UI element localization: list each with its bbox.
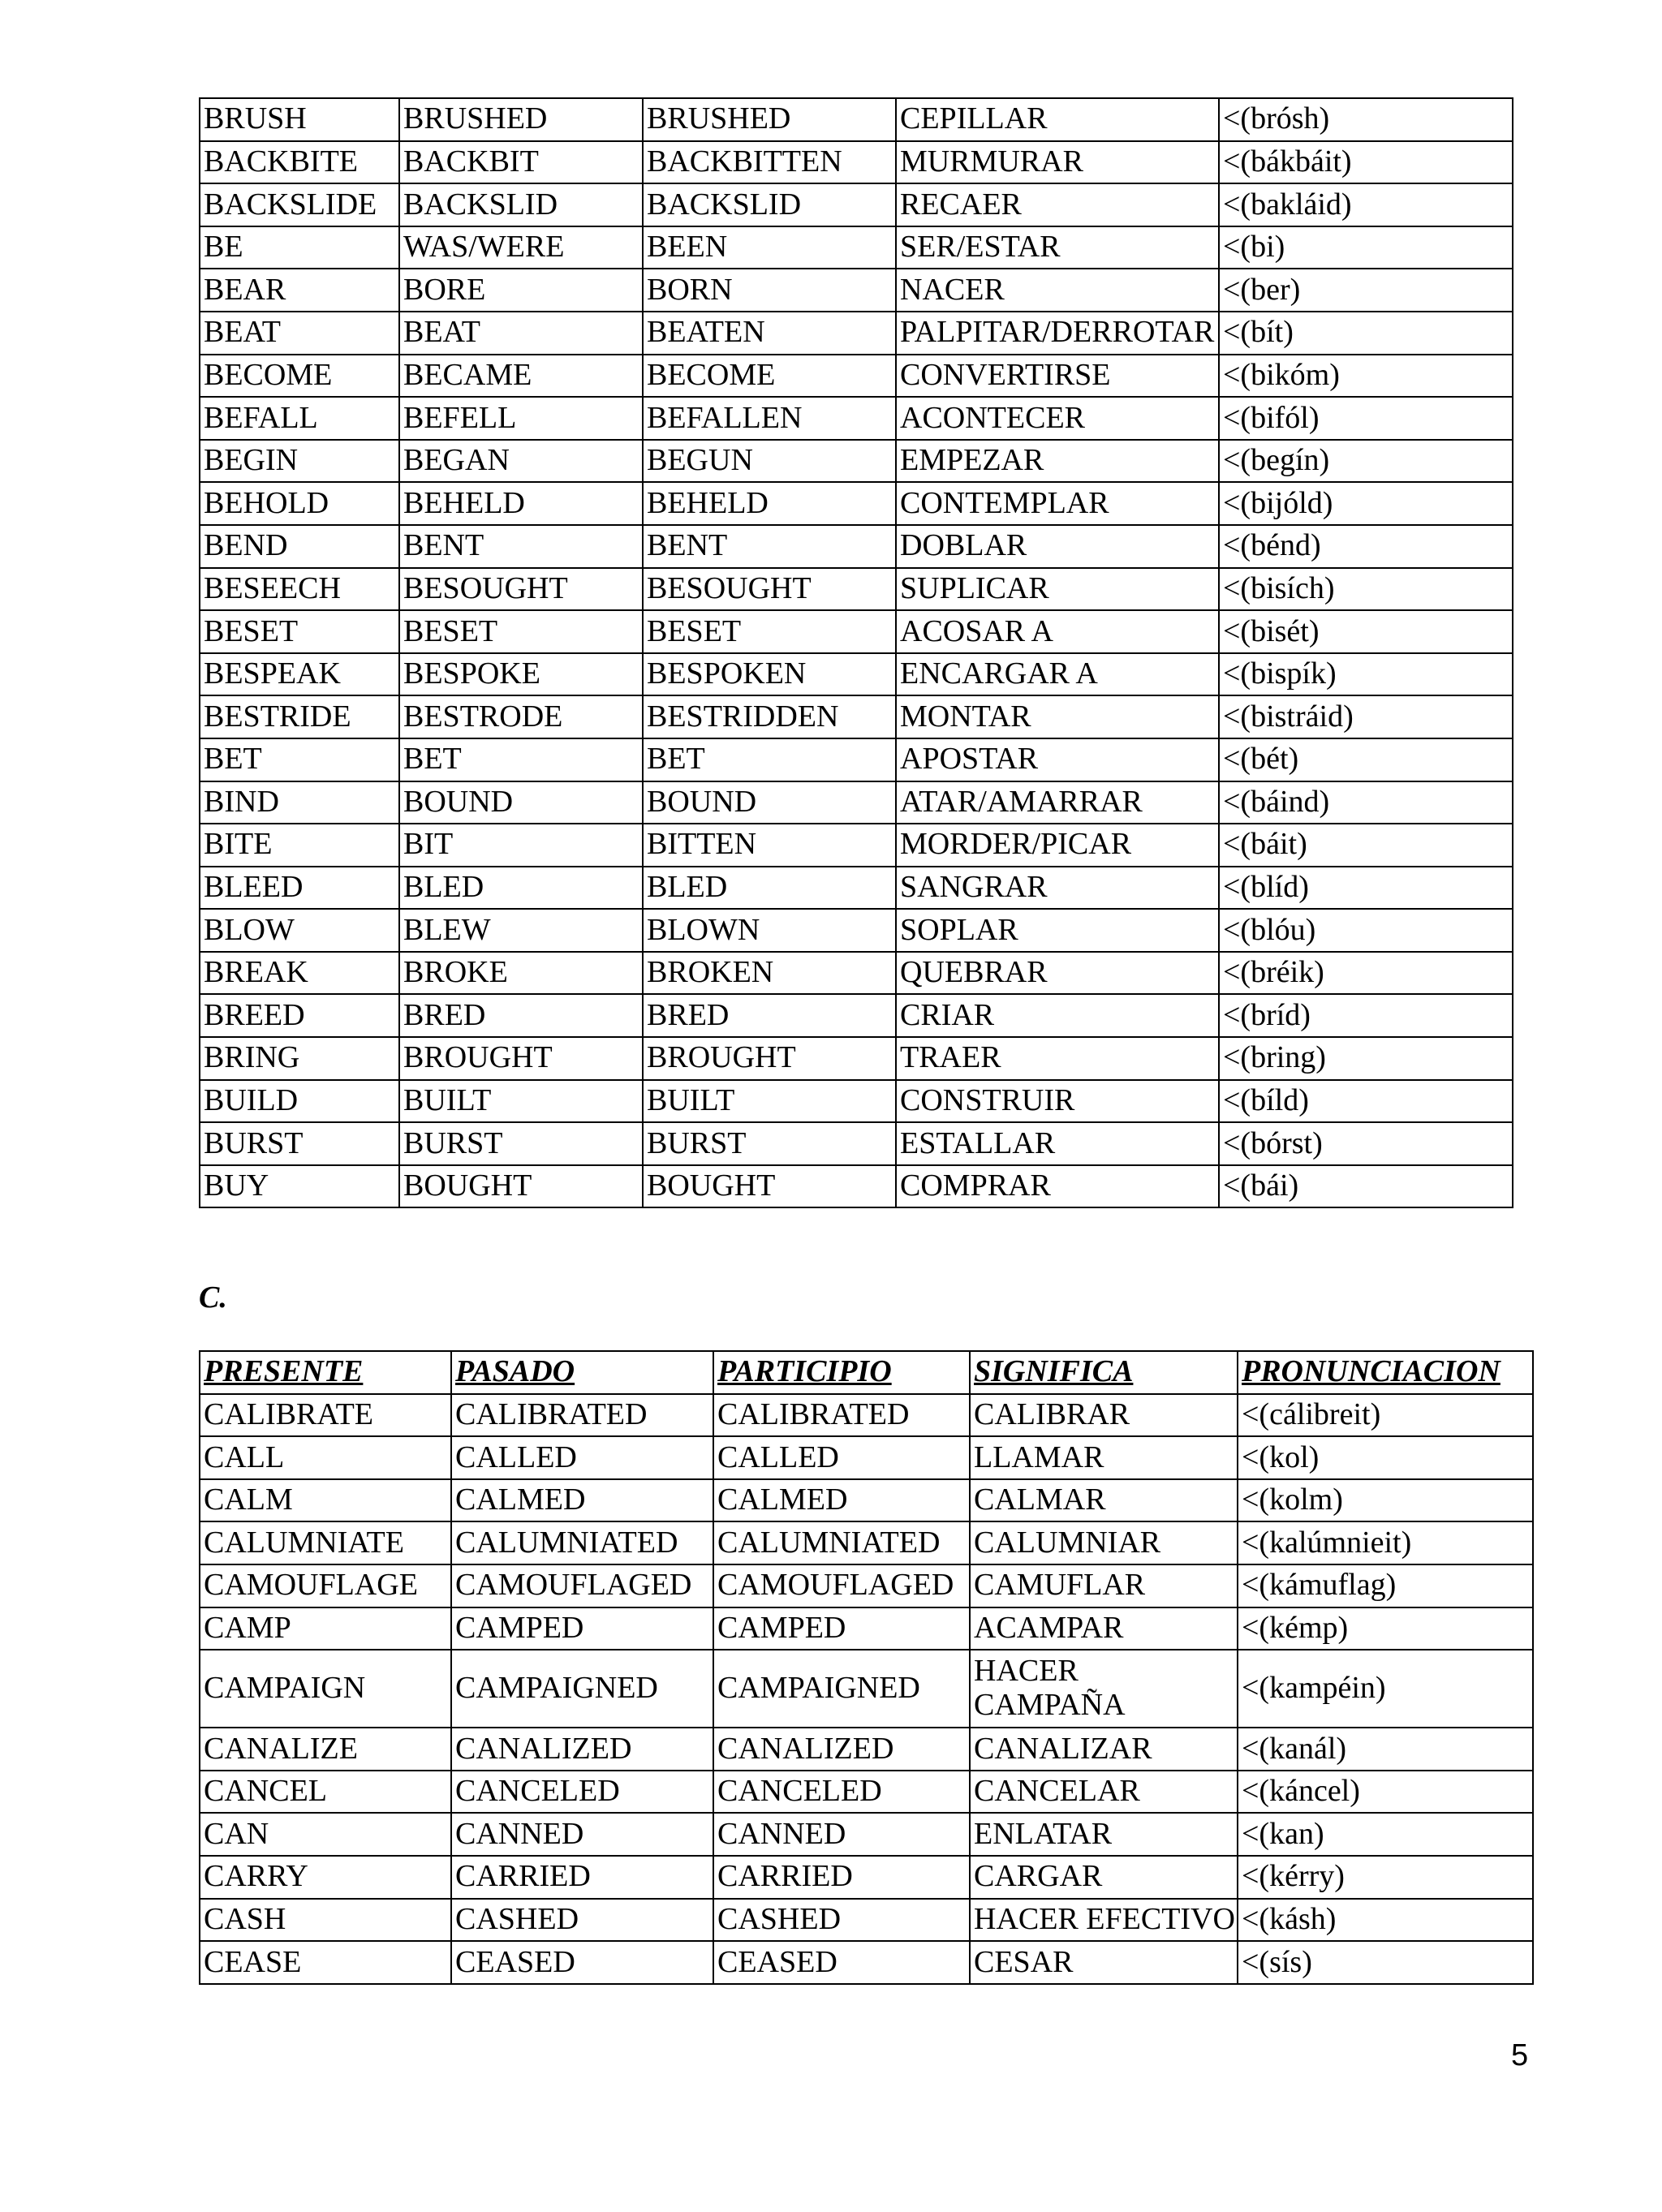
table-row — [200, 1037, 1513, 1080]
cell-participle: BEGUN — [643, 440, 896, 483]
cell-past: CAMPED — [451, 1607, 713, 1650]
cell-participle: CAMOUFLAGED — [713, 1564, 970, 1607]
cell-participle: CALMED — [713, 1479, 970, 1522]
cell-pronunciation: <(kanál) — [1238, 1728, 1533, 1771]
cell-participle: BACKBITTEN — [643, 141, 896, 184]
table-row — [200, 1521, 1533, 1564]
cell-pronunciation: <(blóu) — [1219, 909, 1513, 952]
cell-meaning: COMPRAR — [896, 1165, 1219, 1208]
table-row — [200, 781, 1513, 824]
cell-pronunciation: <(káncel) — [1238, 1771, 1533, 1814]
cell-present: BUILD — [200, 1080, 399, 1123]
cell-past: BESET — [399, 610, 643, 653]
cell-meaning: MONTAR — [896, 695, 1219, 738]
cell-participle: BESTRIDDEN — [643, 695, 896, 738]
cell-pronunciation: <(bákbáit) — [1219, 141, 1513, 184]
cell-present: CANCEL — [200, 1771, 451, 1814]
cell-present: BE — [200, 226, 399, 269]
cell-pronunciation: <(kan) — [1238, 1813, 1533, 1856]
cell-participle: BOUGHT — [643, 1165, 896, 1208]
cell-present: CALIBRATE — [200, 1394, 451, 1437]
cell-present: CEASE — [200, 1941, 451, 1984]
cell-present: CAMPAIGN — [200, 1650, 451, 1728]
cell-past: BEHELD — [399, 482, 643, 525]
cell-pronunciation: <(bái) — [1219, 1165, 1513, 1208]
cell-meaning: PALPITAR/DERROTAR — [896, 312, 1219, 355]
table-row — [200, 1080, 1513, 1123]
table-row — [200, 994, 1513, 1037]
cell-meaning: ATAR/AMARRAR — [896, 781, 1219, 824]
cell-present: BUY — [200, 1165, 399, 1208]
header-significa: SIGNIFICA — [970, 1351, 1238, 1394]
cell-meaning: QUEBRAR — [896, 952, 1219, 995]
table-row — [200, 1564, 1533, 1607]
cell-past: BACKSLID — [399, 183, 643, 226]
cell-past: BRUSHED — [399, 98, 643, 141]
cell-pronunciation: <(kámuflag) — [1238, 1564, 1533, 1607]
table-row — [200, 695, 1513, 738]
cell-pronunciation: <(kolm) — [1238, 1479, 1533, 1522]
cell-meaning: SUPLICAR — [896, 568, 1219, 611]
cell-past: BUILT — [399, 1080, 643, 1123]
cell-past: WAS/WERE — [399, 226, 643, 269]
table-row — [200, 1650, 1533, 1728]
cell-past: CALMED — [451, 1479, 713, 1522]
cell-participle: CAMPAIGNED — [713, 1650, 970, 1728]
cell-participle: BEFALLEN — [643, 397, 896, 440]
cell-meaning: SER/ESTAR — [896, 226, 1219, 269]
verb-table-c — [199, 1350, 1534, 1985]
cell-pronunciation: <(kol) — [1238, 1436, 1533, 1479]
cell-present: BLEED — [200, 867, 399, 910]
cell-present: CALM — [200, 1479, 451, 1522]
cell-present: BLOW — [200, 909, 399, 952]
cell-participle: BURST — [643, 1122, 896, 1165]
cell-present: CARRY — [200, 1856, 451, 1899]
cell-present: BITE — [200, 824, 399, 867]
cell-meaning: CANCELAR — [970, 1771, 1238, 1814]
cell-past: BLEW — [399, 909, 643, 952]
cell-present: BACKSLIDE — [200, 183, 399, 226]
cell-meaning: MURMURAR — [896, 141, 1219, 184]
cell-participle: BROUGHT — [643, 1037, 896, 1080]
cell-participle: CANCELED — [713, 1771, 970, 1814]
section-heading-c: C. — [199, 1280, 227, 1315]
cell-meaning: ACAMPAR — [970, 1607, 1238, 1650]
cell-present: BRUSH — [200, 98, 399, 141]
cell-participle: BEATEN — [643, 312, 896, 355]
cell-past: BROKE — [399, 952, 643, 995]
verb-table-b — [199, 97, 1513, 1208]
cell-pronunciation: <(kásh) — [1238, 1899, 1533, 1942]
cell-present: CAMP — [200, 1607, 451, 1650]
cell-present: CANALIZE — [200, 1728, 451, 1771]
cell-pronunciation: <(báit) — [1219, 824, 1513, 867]
cell-meaning: CAMUFLAR — [970, 1564, 1238, 1607]
cell-participle: BESET — [643, 610, 896, 653]
verb-table-b-body — [200, 98, 1513, 1207]
cell-participle: BESPOKEN — [643, 653, 896, 696]
cell-meaning: NACER — [896, 269, 1219, 312]
cell-meaning: ACOSAR A — [896, 610, 1219, 653]
cell-pronunciation: <(bifól) — [1219, 397, 1513, 440]
cell-past: CANNED — [451, 1813, 713, 1856]
cell-past: BEGAN — [399, 440, 643, 483]
cell-meaning: CALMAR — [970, 1479, 1238, 1522]
table-row — [200, 1771, 1533, 1814]
cell-pronunciation: <(bi) — [1219, 226, 1513, 269]
cell-participle: CAMPED — [713, 1607, 970, 1650]
cell-past: CEASED — [451, 1941, 713, 1984]
cell-meaning: CARGAR — [970, 1856, 1238, 1899]
table-row — [200, 1479, 1533, 1522]
cell-past: BESTRODE — [399, 695, 643, 738]
cell-pronunciation: <(kérry) — [1238, 1856, 1533, 1899]
cell-meaning: ACONTECER — [896, 397, 1219, 440]
cell-participle: BLED — [643, 867, 896, 910]
cell-meaning: LLAMAR — [970, 1436, 1238, 1479]
cell-meaning: CEPILLAR — [896, 98, 1219, 141]
cell-pronunciation: <(blíd) — [1219, 867, 1513, 910]
cell-present: CAN — [200, 1813, 451, 1856]
cell-pronunciation: <(bistráid) — [1219, 695, 1513, 738]
table-row — [200, 568, 1513, 611]
cell-pronunciation: <(brósh) — [1219, 98, 1513, 141]
table-header-row — [200, 1351, 1533, 1394]
cell-pronunciation: <(bórst) — [1219, 1122, 1513, 1165]
table-row — [200, 909, 1513, 952]
cell-pronunciation: <(bénd) — [1219, 525, 1513, 568]
cell-meaning: CALIBRAR — [970, 1394, 1238, 1437]
cell-pronunciation: <(bréik) — [1219, 952, 1513, 995]
header-presente: PRESENTE — [200, 1351, 451, 1394]
cell-participle: CARRIED — [713, 1856, 970, 1899]
cell-present: CASH — [200, 1899, 451, 1942]
cell-past: BURST — [399, 1122, 643, 1165]
header-participio: PARTICIPIO — [713, 1351, 970, 1394]
cell-past: BRED — [399, 994, 643, 1037]
cell-participle: BACKSLID — [643, 183, 896, 226]
cell-meaning: CRIAR — [896, 994, 1219, 1037]
cell-pronunciation: <(bisét) — [1219, 610, 1513, 653]
table-row — [200, 141, 1513, 184]
cell-pronunciation: <(bijóld) — [1219, 482, 1513, 525]
header-pronunciacion: PRONUNCIACION — [1238, 1351, 1533, 1394]
cell-meaning: SOPLAR — [896, 909, 1219, 952]
table-row — [200, 1394, 1533, 1437]
cell-present: BESEECH — [200, 568, 399, 611]
table-row — [200, 98, 1513, 141]
cell-participle: BECOME — [643, 355, 896, 398]
cell-present: CAMOUFLAGE — [200, 1564, 451, 1607]
cell-pronunciation: <(bríd) — [1219, 994, 1513, 1037]
cell-meaning: ESTALLAR — [896, 1122, 1219, 1165]
table-row — [200, 1813, 1533, 1856]
cell-past: BLED — [399, 867, 643, 910]
cell-present: BET — [200, 738, 399, 781]
cell-past: BOUGHT — [399, 1165, 643, 1208]
cell-participle: BROKEN — [643, 952, 896, 995]
cell-pronunciation: <(bakláid) — [1219, 183, 1513, 226]
table-row — [200, 610, 1513, 653]
table-row — [200, 440, 1513, 483]
cell-participle: BET — [643, 738, 896, 781]
table-row — [200, 738, 1513, 781]
cell-present: BEFALL — [200, 397, 399, 440]
cell-present: BRING — [200, 1037, 399, 1080]
cell-meaning: CONVERTIRSE — [896, 355, 1219, 398]
cell-present: CALL — [200, 1436, 451, 1479]
cell-meaning: APOSTAR — [896, 738, 1219, 781]
cell-pronunciation: <(bispík) — [1219, 653, 1513, 696]
table-row — [200, 1856, 1533, 1899]
cell-participle: BITTEN — [643, 824, 896, 867]
cell-meaning: CONTEMPLAR — [896, 482, 1219, 525]
table-row — [200, 183, 1513, 226]
cell-pronunciation: <(bít) — [1219, 312, 1513, 355]
table-row — [200, 1941, 1533, 1984]
cell-participle: CANALIZED — [713, 1728, 970, 1771]
cell-present: BEAR — [200, 269, 399, 312]
cell-present: BURST — [200, 1122, 399, 1165]
cell-participle: BEEN — [643, 226, 896, 269]
cell-meaning: HACER EFECTIVO — [970, 1899, 1238, 1942]
cell-present: BREAK — [200, 952, 399, 995]
cell-present: BEAT — [200, 312, 399, 355]
cell-meaning: CANALIZAR — [970, 1728, 1238, 1771]
cell-participle: CALIBRATED — [713, 1394, 970, 1437]
cell-meaning: DOBLAR — [896, 525, 1219, 568]
table-row — [200, 226, 1513, 269]
table-row — [200, 269, 1513, 312]
cell-past: BOUND — [399, 781, 643, 824]
cell-meaning: CALUMNIAR — [970, 1521, 1238, 1564]
table-row — [200, 653, 1513, 696]
table-row — [200, 482, 1513, 525]
cell-pronunciation: <(kalúmnieit) — [1238, 1521, 1533, 1564]
cell-pronunciation: <(bikóm) — [1219, 355, 1513, 398]
cell-past: CASHED — [451, 1899, 713, 1942]
cell-present: BESPEAK — [200, 653, 399, 696]
cell-pronunciation: <(bíld) — [1219, 1080, 1513, 1123]
cell-past: BORE — [399, 269, 643, 312]
cell-pronunciation: <(kémp) — [1238, 1607, 1533, 1650]
cell-meaning: HACER CAMPAÑA — [970, 1650, 1238, 1728]
cell-past: BESOUGHT — [399, 568, 643, 611]
table-row — [200, 1899, 1533, 1942]
cell-past: BIT — [399, 824, 643, 867]
cell-pronunciation: <(begín) — [1219, 440, 1513, 483]
cell-pronunciation: <(bét) — [1219, 738, 1513, 781]
cell-participle: BOUND — [643, 781, 896, 824]
cell-participle: BUILT — [643, 1080, 896, 1123]
cell-participle: CALLED — [713, 1436, 970, 1479]
cell-pronunciation: <(báind) — [1219, 781, 1513, 824]
cell-participle: BESOUGHT — [643, 568, 896, 611]
table-row — [200, 867, 1513, 910]
cell-meaning: TRAER — [896, 1037, 1219, 1080]
cell-past: BENT — [399, 525, 643, 568]
cell-participle: BEHELD — [643, 482, 896, 525]
cell-past: CANCELED — [451, 1771, 713, 1814]
cell-past: BEFELL — [399, 397, 643, 440]
cell-participle: BENT — [643, 525, 896, 568]
cell-present: CALUMNIATE — [200, 1521, 451, 1564]
cell-past: CALIBRATED — [451, 1394, 713, 1437]
cell-present: BESET — [200, 610, 399, 653]
cell-pronunciation: <(bring) — [1219, 1037, 1513, 1080]
cell-past: BACKBIT — [399, 141, 643, 184]
cell-meaning: ENLATAR — [970, 1813, 1238, 1856]
cell-participle: BRED — [643, 994, 896, 1037]
table-row — [200, 355, 1513, 398]
verb-table-c-body — [200, 1394, 1533, 1984]
cell-present: BEND — [200, 525, 399, 568]
cell-participle: CANNED — [713, 1813, 970, 1856]
cell-past: CANALIZED — [451, 1728, 713, 1771]
table-row — [200, 1436, 1533, 1479]
cell-present: BEGIN — [200, 440, 399, 483]
cell-meaning: CONSTRUIR — [896, 1080, 1219, 1123]
table-row — [200, 1607, 1533, 1650]
cell-present: BACKBITE — [200, 141, 399, 184]
table-row — [200, 952, 1513, 995]
table-row — [200, 525, 1513, 568]
cell-participle: CALUMNIATED — [713, 1521, 970, 1564]
cell-past: BROUGHT — [399, 1037, 643, 1080]
table-row — [200, 397, 1513, 440]
cell-meaning: ENCARGAR A — [896, 653, 1219, 696]
cell-meaning: CESAR — [970, 1941, 1238, 1984]
cell-past: BEAT — [399, 312, 643, 355]
cell-participle: CASHED — [713, 1899, 970, 1942]
cell-present: BREED — [200, 994, 399, 1037]
cell-past: CAMOUFLAGED — [451, 1564, 713, 1607]
cell-pronunciation: <(sís) — [1238, 1941, 1533, 1984]
cell-meaning: SANGRAR — [896, 867, 1219, 910]
cell-participle: CEASED — [713, 1941, 970, 1984]
cell-meaning: MORDER/PICAR — [896, 824, 1219, 867]
cell-past: BET — [399, 738, 643, 781]
cell-present: BESTRIDE — [200, 695, 399, 738]
cell-present: BEHOLD — [200, 482, 399, 525]
page-number: 5 — [1511, 2038, 1529, 2072]
cell-pronunciation: <(ber) — [1219, 269, 1513, 312]
cell-present: BECOME — [200, 355, 399, 398]
cell-past: CAMPAIGNED — [451, 1650, 713, 1728]
table-row — [200, 312, 1513, 355]
cell-meaning: EMPEZAR — [896, 440, 1219, 483]
cell-past: CALLED — [451, 1436, 713, 1479]
cell-pronunciation: <(cálibreit) — [1238, 1394, 1533, 1437]
cell-participle: BLOWN — [643, 909, 896, 952]
cell-past: BECAME — [399, 355, 643, 398]
cell-past: BESPOKE — [399, 653, 643, 696]
table-row — [200, 1122, 1513, 1165]
cell-pronunciation: <(bisích) — [1219, 568, 1513, 611]
cell-participle: BORN — [643, 269, 896, 312]
table-row — [200, 824, 1513, 867]
cell-present: BIND — [200, 781, 399, 824]
header-pasado: PASADO — [451, 1351, 713, 1394]
cell-participle: BRUSHED — [643, 98, 896, 141]
cell-meaning: RECAER — [896, 183, 1219, 226]
cell-past: CALUMNIATED — [451, 1521, 713, 1564]
table-row — [200, 1728, 1533, 1771]
table-row — [200, 1165, 1513, 1208]
cell-pronunciation: <(kampéin) — [1238, 1650, 1533, 1728]
cell-past: CARRIED — [451, 1856, 713, 1899]
